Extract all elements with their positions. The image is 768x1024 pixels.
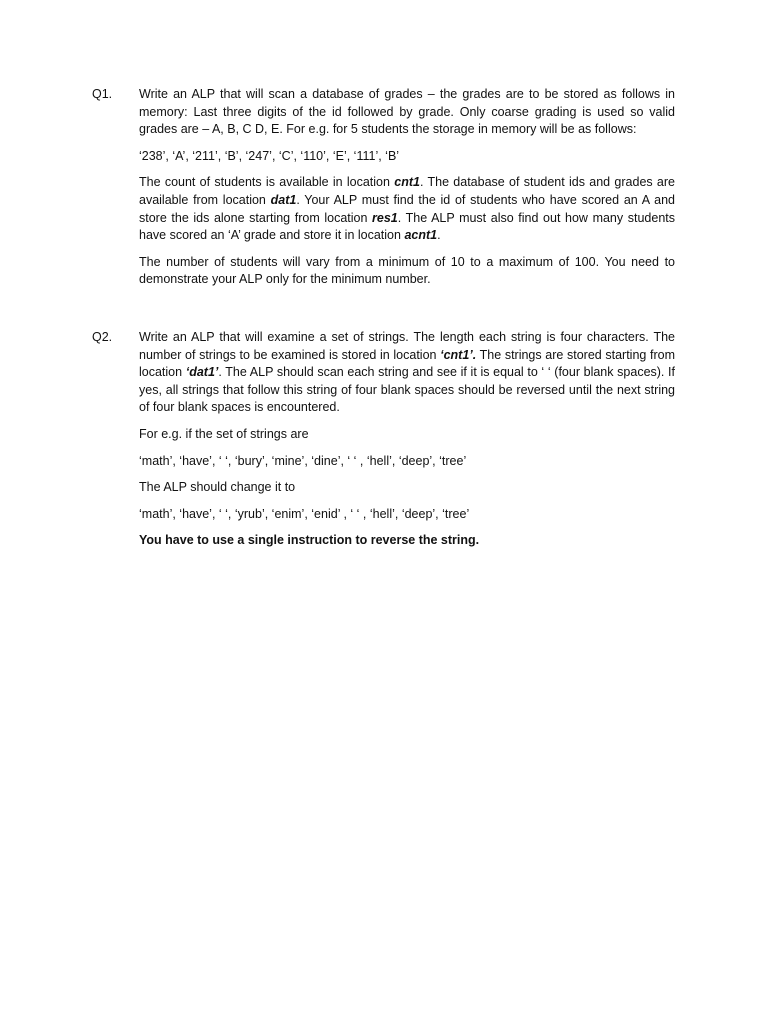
question-paragraph xyxy=(139,174,675,244)
question-number: Q1. xyxy=(92,87,113,101)
string-set-example: ‘math’, ‘have’, ‘ ‘, ‘bury’, ‘mine’, ‘dine’, ‘ ‘ , ‘hell’, ‘deep’, ‘tree’ xyxy=(139,453,467,468)
question-body xyxy=(139,329,675,550)
location-name: dat1 xyxy=(270,192,297,207)
location-name: res1 xyxy=(372,210,398,225)
paragraph-text: The count of students is available in location xyxy=(139,175,395,190)
location-name: acnt1 xyxy=(404,228,438,243)
question-body xyxy=(139,86,675,289)
location-name: ‘dat1’ xyxy=(185,365,219,380)
paragraph-text: . The ALP must also find out how many students have scored an ‘A’ grade and store it in location xyxy=(139,210,675,243)
location-name: ‘cnt1’. xyxy=(440,347,477,362)
paragraph-text: . The ALP should scan each string and see if it is equal to ‘ ‘ (four blank spaces). If yes, all strings that follow this string of four blank spaces should be reversed until the next string of four blank spaces is encountered. xyxy=(139,365,675,415)
paragraph-text: The strings are stored starting from location xyxy=(139,347,675,380)
location-name: cnt1 xyxy=(394,175,420,190)
question-2 xyxy=(92,329,675,559)
question-number: Q2. xyxy=(92,330,113,344)
paragraph-text: Write an ALP that will examine a set of strings. The length each string is four characters. The number of strings to be examined is stored in location xyxy=(139,330,675,362)
question-paragraph: For e.g. if the set of strings are xyxy=(139,426,309,441)
question-paragraph: The ALP should change it to xyxy=(139,480,296,495)
question-1 xyxy=(92,86,675,298)
question-paragraph: The number of students will vary from a minimum of 10 to a maximum of 100. You need to demonstrate your ALP only for the minimum number. xyxy=(139,254,675,287)
paragraph-text: . The database of student ids and grades are available from location xyxy=(139,175,675,207)
question-paragraph: Write an ALP that will scan a database of grades – the grades are to be stored as follows in memory: Last three digits of the id followed by grade. Only coarse grading is used so valid grades are – A, B, C D, E. For e.g. for 5 students the storage in memory will be as follows: xyxy=(139,87,675,137)
paragraph-text: . xyxy=(437,228,441,243)
reversed-string-example: ‘math’, ‘have’, ‘ ‘, ‘yrub’, ‘enim’, ‘enid’ , ‘ ‘ , ‘hell’, ‘deep’, ‘tree’ xyxy=(139,506,470,521)
paragraph-text: . Your ALP must find the id of students who have scored an A and store the ids alone starting from location xyxy=(139,192,675,225)
grade-storage-example: ‘238’, ‘A’, ‘211’, ‘B’, ‘247’, ‘C’, ‘110’, ‘E’, ‘111’, ‘B’ xyxy=(139,148,400,163)
instruction-note: You have to use a single instruction to reverse the string. xyxy=(139,533,480,548)
question-paragraph xyxy=(139,329,675,417)
